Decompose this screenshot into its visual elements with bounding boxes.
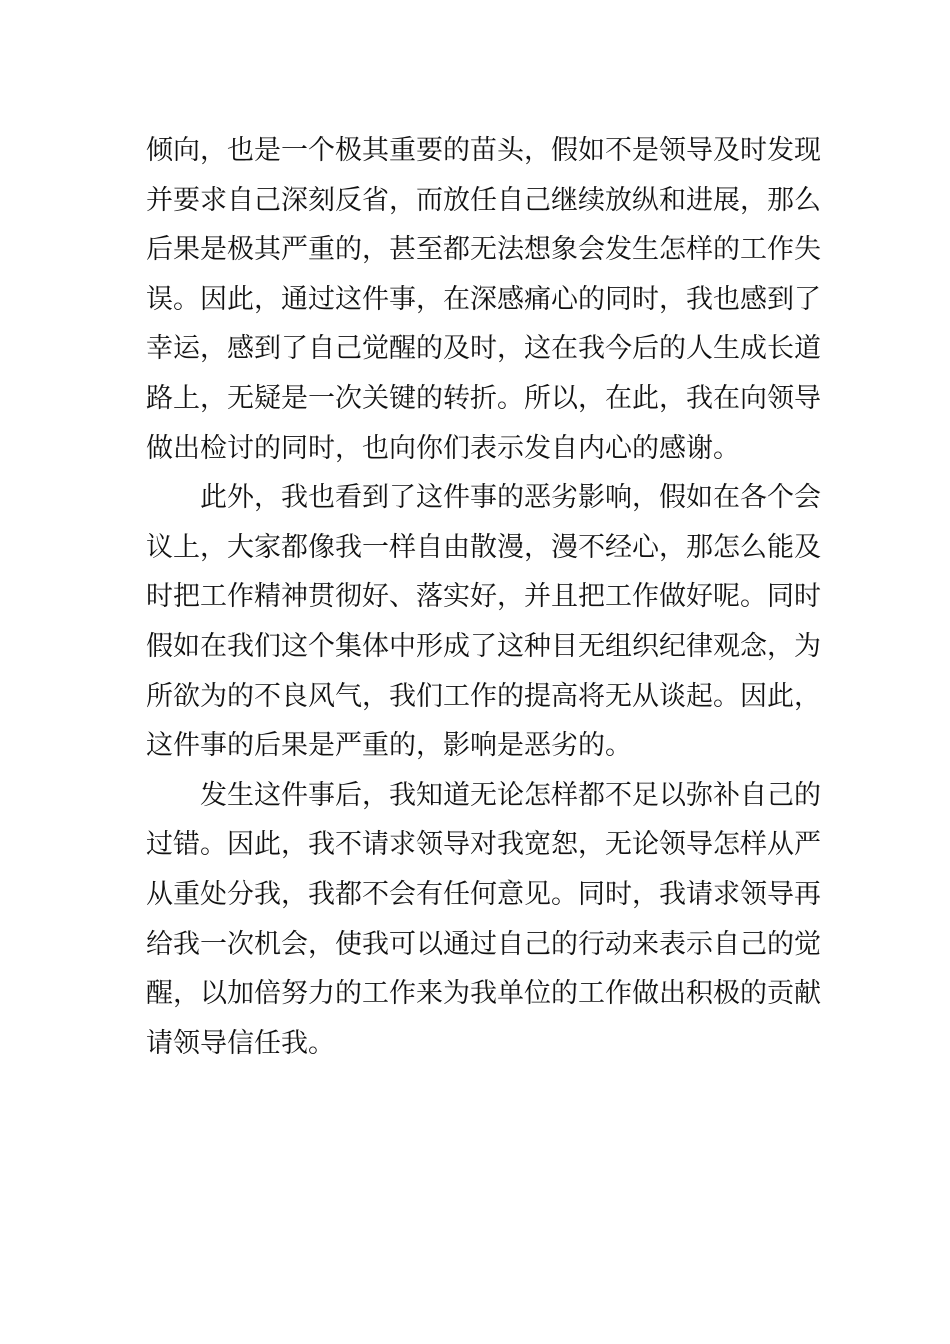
text-line: 请领导信任我。 bbox=[146, 1027, 335, 1059]
text-line: 并要求自己深刻反省，而放任自己继续放纵和进展，那么 bbox=[146, 184, 821, 216]
text-line: 后果是极其严重的，甚至都无法想象会发生怎样的工作失 bbox=[146, 234, 821, 266]
text-line: 时把工作精神贯彻好、落实好，并且把工作做好呢。同时 bbox=[146, 581, 821, 613]
text-line: 发生这件事后，我知道无论怎样都不足以弥补自己的 bbox=[200, 779, 821, 811]
text-line: 做出检讨的同时，也向你们表示发自内心的感谢。 bbox=[146, 432, 740, 464]
text-line: 过错。因此，我不请求领导对我宽恕，无论领导怎样从严 bbox=[146, 829, 821, 861]
text-line: 给我一次机会，使我可以通过自己的行动来表示自己的觉 bbox=[146, 928, 821, 960]
text-line: 路上，无疑是一次关键的转折。所以，在此，我在向领导 bbox=[146, 382, 821, 414]
text-line: 议上，大家都像我一样自由散漫，漫不经心，那怎么能及 bbox=[146, 531, 821, 563]
text-line: 误。因此，通过这件事，在深感痛心的同时，我也感到了 bbox=[146, 283, 821, 315]
text-line: 幸运，感到了自己觉醒的及时，这在我今后的人生成长道 bbox=[146, 333, 821, 365]
text-line: 这件事的后果是严重的，影响是恶劣的。 bbox=[146, 730, 632, 762]
text-line: 倾向，也是一个极其重要的苗头，假如不是领导及时发现 bbox=[146, 135, 821, 166]
body-text bbox=[146, 126, 821, 1068]
text-line: 所欲为的不良风气，我们工作的提高将无从谈起。因此， bbox=[146, 680, 821, 712]
text-line: 假如在我们这个集体中形成了这种目无组织纪律观念，为 bbox=[146, 630, 821, 662]
text-line: 此外，我也看到了这件事的恶劣影响，假如在各个会 bbox=[200, 482, 821, 514]
text-line: 醒，以加倍努力的工作来为我单位的工作做出积极的贡献 bbox=[146, 978, 821, 1010]
text-line: 从重处分我，我都不会有任何意见。同时，我请求领导再 bbox=[146, 878, 821, 910]
